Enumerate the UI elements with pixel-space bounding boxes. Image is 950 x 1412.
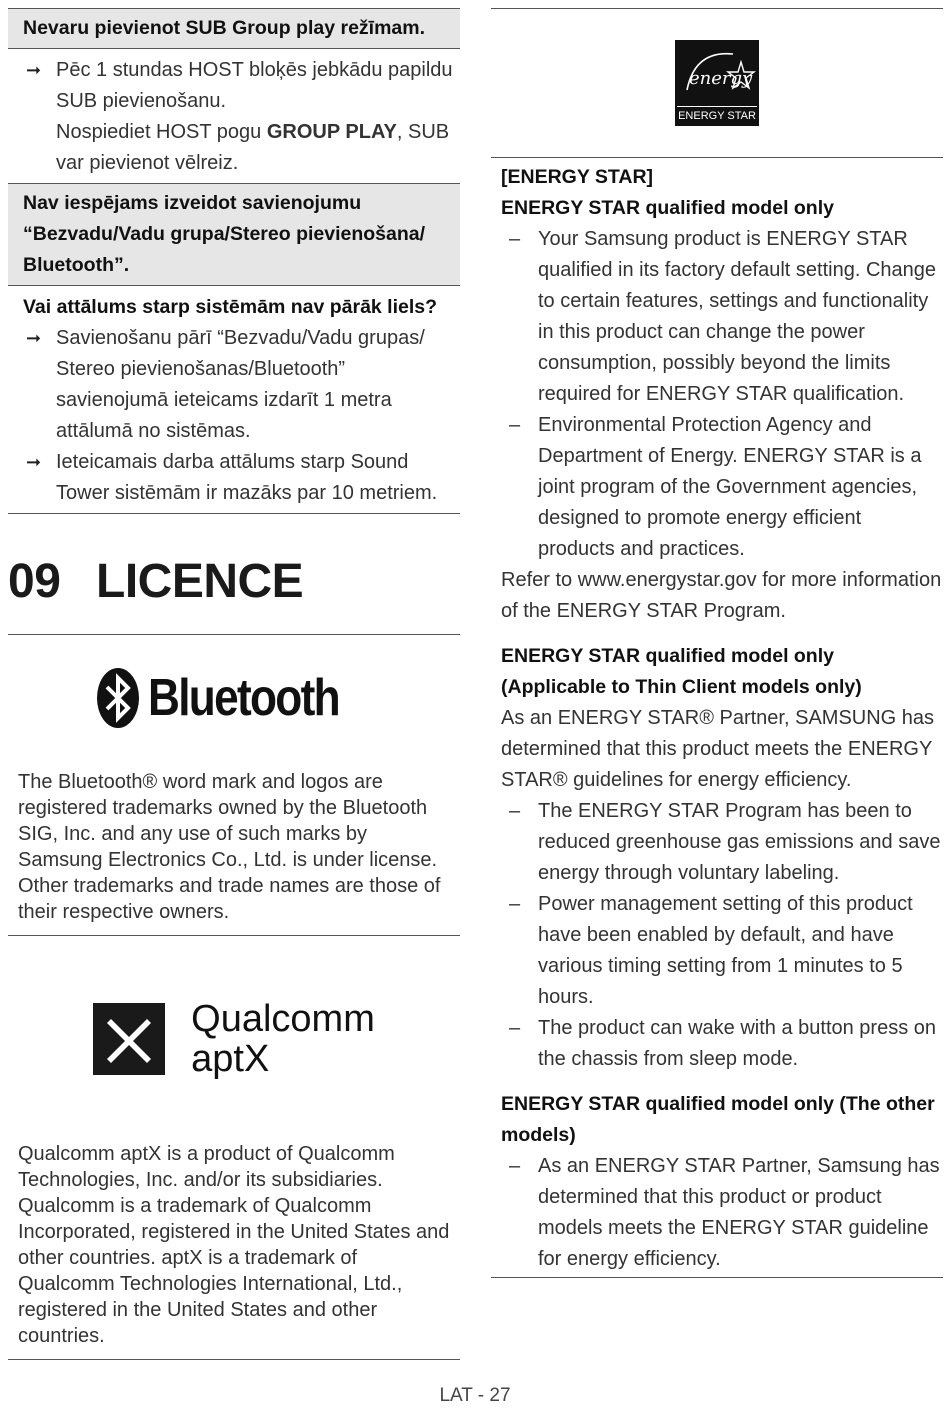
energy-star-logo bbox=[491, 9, 943, 157]
energy-script: energy bbox=[689, 68, 753, 89]
section-header-sub-group: Nevaru pievienot SUB Group play režīmam. bbox=[8, 9, 460, 48]
aptx-wordmark: aptX bbox=[191, 1037, 270, 1080]
divider bbox=[8, 1359, 460, 1360]
other-models-heading: ENERGY STAR qualified model only (The other models) bbox=[501, 1093, 935, 1146]
dash-bullet: – bbox=[509, 1017, 521, 1039]
item-text: Your Samsung product is ENERGY STAR qualified in its factory default setting. Change to certain features, settings and functionality in this product can change the power consumption, possibly beyond the limits required for ENERGY STAR qualification. bbox=[538, 228, 937, 405]
qualified-heading: ENERGY STAR qualified model only bbox=[501, 197, 834, 219]
item-text: The ENERGY STAR Program has been to reduced greenhouse gas emissions and save energy through voluntary labeling. bbox=[538, 800, 941, 884]
thin-client-heading: ENERGY STAR qualified model only (Applicable to Thin Client models only) bbox=[501, 645, 862, 698]
item-text: Nospiediet HOST pogu bbox=[56, 121, 267, 143]
divider bbox=[8, 513, 460, 514]
bluetooth-wordmark: Bluetooth bbox=[147, 669, 339, 727]
item-text: Savienošanu pārī “Bezvadu/Vadu grupas/ Stereo pievienošanas/Bluetooth” savienojumā ieteicams izdarīt 1 metra attālumā no sistēmas. bbox=[56, 327, 425, 442]
divider bbox=[491, 1277, 943, 1278]
question-heading: Vai attālums starp sistēmām nav pārāk liels? bbox=[23, 296, 438, 318]
qualcomm-wordmark: Qualcomm bbox=[191, 997, 375, 1040]
item-text: Ieteicamais darba attālums starp Sound Tower sistēmām ir mazāks par 10 metriem. bbox=[56, 451, 438, 504]
energy-star-icon bbox=[675, 40, 759, 104]
qualcomm-notice: Qualcomm aptX is a product of Qualcomm Technologies, Inc. and/or its subsidiaries. Qualcomm is a trademark of Qualcomm Incorporated, registered in the United States and other countries. aptX is a trademark of Qualcomm Technologies International, Ltd., registered in the United States and other countries. bbox=[18, 1143, 450, 1347]
bluetooth-icon bbox=[96, 667, 140, 729]
dash-bullet: – bbox=[509, 414, 521, 436]
page-number: LAT - 27 bbox=[439, 1385, 511, 1406]
energy-star-heading: [ENERGY STAR] bbox=[501, 166, 654, 188]
qualcomm-aptx-logo bbox=[8, 936, 460, 1141]
arrow-icon: ➞ bbox=[26, 452, 42, 472]
group-play-label: GROUP PLAY bbox=[266, 121, 397, 143]
arrow-icon: ➞ bbox=[26, 328, 42, 348]
list-item bbox=[491, 889, 943, 1013]
item-text: As an ENERGY STAR Partner, Samsung has determined that this product or product models meets the ENERGY STAR guideline for energy efficiency. bbox=[538, 1155, 940, 1270]
list-item bbox=[491, 224, 943, 410]
item-text: , SUB var pievienot vēlreiz. bbox=[56, 121, 450, 174]
list-item bbox=[491, 1151, 943, 1275]
partner-text: As an ENERGY STAR® Partner, SAMSUNG has determined that this product meets the ENERGY STAR® guidelines for energy efficiency. bbox=[501, 707, 935, 791]
chapter-number: 09 bbox=[8, 555, 61, 608]
list-item bbox=[491, 410, 943, 565]
list-item bbox=[8, 55, 460, 179]
list-item bbox=[8, 323, 460, 447]
bluetooth-notice: The Bluetooth® word mark and logos are registered trademarks owned by the Bluetooth SIG, Inc. and any use of such marks by Samsung Electronics Co., Ltd. is under license. Other trademarks and trade names are those of their respective owners. bbox=[18, 771, 441, 923]
list-item bbox=[8, 447, 460, 509]
energy-star-label: ENERGY STAR bbox=[677, 106, 757, 126]
dash-bullet: – bbox=[509, 1155, 521, 1177]
item-text: Environmental Protection Agency and Department of Energy. ENERGY STAR is a joint program of the Government agencies, designed to promote energy efficient products and practices. bbox=[538, 414, 922, 560]
dash-bullet: – bbox=[509, 800, 521, 822]
list-item bbox=[491, 1013, 943, 1075]
right-column bbox=[491, 8, 943, 1278]
list-item bbox=[491, 796, 943, 889]
item-text: Power management setting of this product have been enabled by default, and have various timing setting from 1 minutes to 5 hours. bbox=[538, 893, 913, 1008]
left-column bbox=[8, 8, 460, 1360]
arrow-icon: ➞ bbox=[26, 60, 42, 80]
dash-bullet: – bbox=[509, 228, 521, 250]
item-text: The product can wake with a button press on the chassis from sleep mode. bbox=[538, 1017, 937, 1070]
refer-text: Refer to www.energystar.gov for more information of the ENERGY STAR Program. bbox=[501, 569, 942, 622]
chapter-title: LICENCE bbox=[96, 555, 304, 608]
aptx-x-icon bbox=[93, 1003, 165, 1075]
chapter-heading bbox=[8, 554, 460, 612]
dash-bullet: – bbox=[509, 893, 521, 915]
section-header-connection: Nav iespējams izveidot savienojumu “Bezvadu/Vadu grupa/Stereo pievienošana/ Bluetooth”. bbox=[8, 184, 460, 285]
bluetooth-logo bbox=[8, 635, 460, 761]
item-text: Pēc 1 stundas HOST bloķēs jebkādu papildu SUB pievienošanu. bbox=[56, 59, 453, 112]
